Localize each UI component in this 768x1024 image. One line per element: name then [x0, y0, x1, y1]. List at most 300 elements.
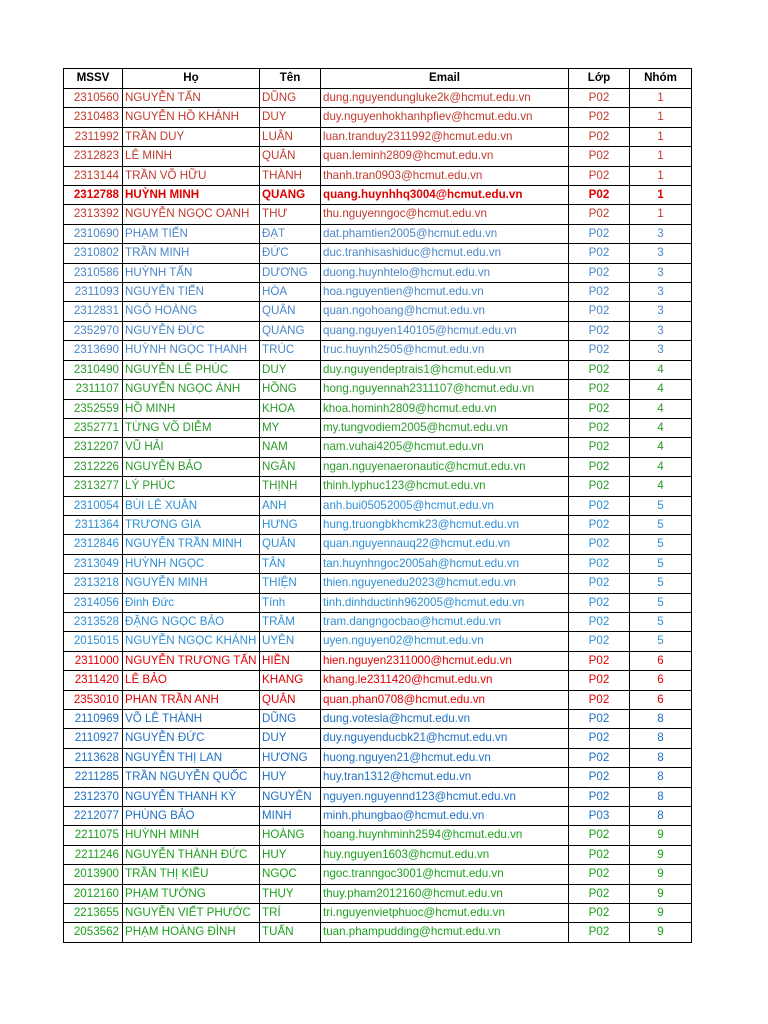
cell-lop[interactable]: P02 [569, 186, 630, 205]
cell-email[interactable]: dung.votesla@hcmut.edu.vn [321, 710, 569, 729]
cell-ho[interactable]: NGUYỄN LÊ PHÚC [123, 360, 260, 379]
cell-nhom[interactable]: 3 [630, 244, 692, 263]
cell-nhom[interactable]: 6 [630, 671, 692, 690]
cell-nhom[interactable]: 8 [630, 710, 692, 729]
cell-lop[interactable]: P02 [569, 244, 630, 263]
cell-ten[interactable]: THỤY [260, 884, 321, 903]
cell-nhom[interactable]: 4 [630, 399, 692, 418]
cell-email[interactable]: luan.tranduy2311992@hcmut.edu.vn [321, 127, 569, 146]
cell-ten[interactable]: QUANG [260, 186, 321, 205]
table-row [64, 632, 692, 651]
table-row [64, 690, 692, 709]
cell-nhom[interactable]: 9 [630, 865, 692, 884]
cell-ho[interactable]: BÙI LÊ XUÂN [123, 496, 260, 515]
cell-ten[interactable]: THIỆN [260, 574, 321, 593]
cell-ten[interactable]: TÂN [260, 554, 321, 573]
cell-ho[interactable]: NGUYỄN TIẾN [123, 283, 260, 302]
cell-nhom[interactable]: 4 [630, 418, 692, 437]
cell-ho[interactable]: NGUYỄN HỒ KHÁNH [123, 108, 260, 127]
cell-mssv[interactable]: 2311420 [64, 671, 123, 690]
cell-ho[interactable]: PHAN TRẦN ANH [123, 690, 260, 709]
cell-ten[interactable]: Tính [260, 593, 321, 612]
cell-ho[interactable]: TRẦN VÕ HỮU [123, 166, 260, 185]
table-body [64, 89, 692, 943]
cell-ten[interactable]: DŨNG [260, 710, 321, 729]
cell-ho[interactable]: NGUYỄN BẢO [123, 457, 260, 476]
cell-lop[interactable]: P02 [569, 904, 630, 923]
cell-ho[interactable]: LÝ PHÚC [123, 477, 260, 496]
cell-ten[interactable]: HỒNG [260, 380, 321, 399]
cell-ten[interactable]: HƯNG [260, 515, 321, 534]
cell-email[interactable]: duong.huynhtelo@hcmut.edu.vn [321, 263, 569, 282]
cell-mssv[interactable]: 2310054 [64, 496, 123, 515]
cell-email[interactable]: tri.nguyenvietphuoc@hcmut.edu.vn [321, 904, 569, 923]
cell-ten[interactable]: HOÀNG [260, 826, 321, 845]
cell-mssv[interactable]: 2213655 [64, 904, 123, 923]
cell-mssv[interactable]: 2015015 [64, 632, 123, 651]
cell-ho[interactable]: NGUYỄN TRẦN MINH [123, 535, 260, 554]
table-row [64, 768, 692, 787]
cell-email[interactable]: thinh.lyphuc123@hcmut.edu.vn [321, 477, 569, 496]
table-row [64, 884, 692, 903]
cell-mssv[interactable]: 2110969 [64, 710, 123, 729]
cell-nhom[interactable]: 8 [630, 768, 692, 787]
cell-ten[interactable]: HUY [260, 845, 321, 864]
table-row [64, 496, 692, 515]
header-ten[interactable]: Tên [260, 69, 321, 89]
cell-ten[interactable]: MINH [260, 807, 321, 826]
cell-ten[interactable]: NGÂN [260, 457, 321, 476]
header-mssv[interactable]: MSSV [64, 69, 123, 89]
cell-lop[interactable]: P02 [569, 884, 630, 903]
cell-nhom[interactable]: 5 [630, 632, 692, 651]
cell-nhom[interactable]: 4 [630, 360, 692, 379]
table-row [64, 438, 692, 457]
table-row [64, 360, 692, 379]
cell-ten[interactable]: ĐẠT [260, 224, 321, 243]
cell-mssv[interactable]: 2110927 [64, 729, 123, 748]
cell-lop[interactable]: P02 [569, 380, 630, 399]
cell-mssv[interactable]: 2312823 [64, 147, 123, 166]
cell-ten[interactable]: QUÂN [260, 535, 321, 554]
cell-ten[interactable]: DƯƠNG [260, 263, 321, 282]
cell-ho[interactable]: HUỲNH MINH [123, 826, 260, 845]
cell-lop[interactable]: P02 [569, 496, 630, 515]
student-table [63, 68, 692, 943]
cell-email[interactable]: duy.nguyenhokhanhpfiev@hcmut.edu.vn [321, 108, 569, 127]
cell-lop[interactable]: P02 [569, 710, 630, 729]
cell-mssv[interactable]: 2311364 [64, 515, 123, 534]
cell-mssv[interactable]: 2313528 [64, 612, 123, 631]
table-row [64, 748, 692, 767]
cell-nhom[interactable]: 3 [630, 263, 692, 282]
cell-nhom[interactable]: 3 [630, 224, 692, 243]
cell-email[interactable]: tan.huynhngoc2005ah@hcmut.edu.vn [321, 554, 569, 573]
cell-email[interactable]: my.tungvodiem2005@hcmut.edu.vn [321, 418, 569, 437]
cell-lop[interactable]: P02 [569, 826, 630, 845]
cell-mssv[interactable]: 2211246 [64, 845, 123, 864]
cell-ten[interactable]: TRÍ [260, 904, 321, 923]
cell-lop[interactable]: P02 [569, 729, 630, 748]
cell-nhom[interactable]: 1 [630, 205, 692, 224]
cell-ten[interactable]: NGỌC [260, 865, 321, 884]
table-row [64, 418, 692, 437]
cell-ten[interactable]: QUANG [260, 321, 321, 340]
cell-email[interactable]: quan.nguyennauq22@hcmut.edu.vn [321, 535, 569, 554]
cell-mssv[interactable]: 2310802 [64, 244, 123, 263]
cell-mssv[interactable]: 2313277 [64, 477, 123, 496]
cell-nhom[interactable]: 8 [630, 807, 692, 826]
cell-mssv[interactable]: 2312831 [64, 302, 123, 321]
cell-email[interactable]: tuan.phampudding@hcmut.edu.vn [321, 923, 569, 942]
cell-ten[interactable]: KHOA [260, 399, 321, 418]
cell-ten[interactable]: HƯƠNG [260, 748, 321, 767]
cell-lop[interactable]: P02 [569, 535, 630, 554]
cell-email[interactable]: hoa.nguyentien@hcmut.edu.vn [321, 283, 569, 302]
cell-nhom[interactable]: 1 [630, 108, 692, 127]
cell-nhom[interactable]: 5 [630, 612, 692, 631]
cell-ho[interactable]: NGUYỄN NGỌC ÁNH [123, 380, 260, 399]
cell-mssv[interactable]: 2312788 [64, 186, 123, 205]
cell-ho[interactable]: HUỲNH NGỌC [123, 554, 260, 573]
cell-ten[interactable]: HIỀN [260, 651, 321, 670]
cell-ho[interactable]: NGUYỄN ĐỨC [123, 729, 260, 748]
cell-email[interactable]: tram.dangngocbao@hcmut.edu.vn [321, 612, 569, 631]
cell-lop[interactable]: P02 [569, 166, 630, 185]
cell-ten[interactable]: DŨNG [260, 89, 321, 108]
cell-lop[interactable]: P02 [569, 89, 630, 108]
cell-email[interactable]: quang.nguyen140105@hcmut.edu.vn [321, 321, 569, 340]
cell-ten[interactable]: DUY [260, 108, 321, 127]
table-row [64, 224, 692, 243]
cell-lop[interactable]: P02 [569, 321, 630, 340]
cell-mssv[interactable]: 2313144 [64, 166, 123, 185]
cell-mssv[interactable]: 2313049 [64, 554, 123, 573]
cell-nhom[interactable]: 1 [630, 89, 692, 108]
cell-lop[interactable]: P02 [569, 612, 630, 631]
cell-lop[interactable]: P02 [569, 515, 630, 534]
cell-nhom[interactable]: 1 [630, 147, 692, 166]
cell-email[interactable]: duc.tranhisashiduc@hcmut.edu.vn [321, 244, 569, 263]
cell-ho[interactable]: LÊ BẢO [123, 671, 260, 690]
cell-ten[interactable]: QUÂN [260, 302, 321, 321]
table-row [64, 186, 692, 205]
cell-email[interactable]: truc.huynh2505@hcmut.edu.vn [321, 341, 569, 360]
cell-nhom[interactable]: 8 [630, 748, 692, 767]
cell-nhom[interactable]: 1 [630, 186, 692, 205]
cell-email[interactable]: huy.tran1312@hcmut.edu.vn [321, 768, 569, 787]
cell-nhom[interactable]: 5 [630, 554, 692, 573]
cell-ho[interactable]: NGUYỄN VIẾT PHƯỚC [123, 904, 260, 923]
cell-lop[interactable]: P02 [569, 360, 630, 379]
cell-nhom[interactable]: 9 [630, 904, 692, 923]
cell-ten[interactable]: ANH [260, 496, 321, 515]
cell-ho[interactable]: TỪNG VÕ DIỄM [123, 418, 260, 437]
header-row [64, 69, 692, 89]
cell-ho[interactable]: NGUYỄN TRƯƠNG TẤN [123, 651, 260, 670]
cell-ho[interactable]: TRẦN THỊ KIỀU [123, 865, 260, 884]
cell-lop[interactable]: P02 [569, 865, 630, 884]
cell-email[interactable]: quan.phan0708@hcmut.edu.vn [321, 690, 569, 709]
cell-lop[interactable]: P02 [569, 651, 630, 670]
cell-email[interactable]: nguyen.nguyennd123@hcmut.edu.vn [321, 787, 569, 806]
cell-lop[interactable]: P02 [569, 147, 630, 166]
cell-mssv[interactable]: 2311000 [64, 651, 123, 670]
cell-mssv[interactable]: 2312226 [64, 457, 123, 476]
cell-lop[interactable]: P02 [569, 748, 630, 767]
table-row [64, 574, 692, 593]
cell-email[interactable]: ngoc.tranngoc3001@hcmut.edu.vn [321, 865, 569, 884]
cell-lop[interactable]: P02 [569, 477, 630, 496]
cell-ten[interactable]: HÒA [260, 283, 321, 302]
table-row [64, 535, 692, 554]
cell-ten[interactable]: THỊNH [260, 477, 321, 496]
cell-mssv[interactable]: 2311093 [64, 283, 123, 302]
cell-email[interactable]: dat.phamtien2005@hcmut.edu.vn [321, 224, 569, 243]
cell-ten[interactable]: TRÂM [260, 612, 321, 631]
cell-email[interactable]: thuy.pham2012160@hcmut.edu.vn [321, 884, 569, 903]
cell-nhom[interactable]: 5 [630, 574, 692, 593]
cell-lop[interactable]: P02 [569, 302, 630, 321]
cell-email[interactable]: hien.nguyen2311000@hcmut.edu.vn [321, 651, 569, 670]
cell-mssv[interactable]: 2310690 [64, 224, 123, 243]
cell-ho[interactable]: NGUYỄN NGỌC KHÁNH [123, 632, 260, 651]
cell-nhom[interactable]: 5 [630, 496, 692, 515]
cell-nhom[interactable]: 5 [630, 515, 692, 534]
cell-nhom[interactable]: 8 [630, 787, 692, 806]
table-row [64, 302, 692, 321]
cell-mssv[interactable]: 2012160 [64, 884, 123, 903]
cell-lop[interactable]: P02 [569, 554, 630, 573]
cell-mssv[interactable]: 2013900 [64, 865, 123, 884]
cell-ten[interactable]: DUY [260, 360, 321, 379]
cell-mssv[interactable]: 2312846 [64, 535, 123, 554]
cell-email[interactable]: hoang.huynhminh2594@hcmut.edu.vn [321, 826, 569, 845]
cell-mssv[interactable]: 2310483 [64, 108, 123, 127]
cell-lop[interactable]: P02 [569, 399, 630, 418]
cell-mssv[interactable]: 2113628 [64, 748, 123, 767]
cell-nhom[interactable]: 8 [630, 729, 692, 748]
cell-ho[interactable]: NGUYỄN THANH KỲ [123, 787, 260, 806]
cell-email[interactable]: nam.vuhai4205@hcmut.edu.vn [321, 438, 569, 457]
cell-nhom[interactable]: 3 [630, 283, 692, 302]
cell-lop[interactable]: P02 [569, 923, 630, 942]
cell-ho[interactable]: Đinh Đức [123, 593, 260, 612]
cell-ten[interactable]: QUÂN [260, 147, 321, 166]
table-row [64, 283, 692, 302]
cell-ho[interactable]: LÊ MINH [123, 147, 260, 166]
cell-ho[interactable]: NGUYỄN THÀNH ĐỨC [123, 845, 260, 864]
table-row [64, 399, 692, 418]
cell-ho[interactable]: TRẦN MINH [123, 244, 260, 263]
cell-mssv[interactable]: 2212077 [64, 807, 123, 826]
cell-email[interactable]: duy.nguyenducbk21@hcmut.edu.vn [321, 729, 569, 748]
cell-ten[interactable]: HUY [260, 768, 321, 787]
table-row [64, 205, 692, 224]
cell-nhom[interactable]: 9 [630, 845, 692, 864]
cell-ten[interactable]: KHANG [260, 671, 321, 690]
cell-ho[interactable]: NGUYỄN THỊ LAN [123, 748, 260, 767]
cell-mssv[interactable]: 2211285 [64, 768, 123, 787]
cell-nhom[interactable]: 9 [630, 923, 692, 942]
cell-ho[interactable]: NGUYỄN NGỌC OANH [123, 205, 260, 224]
cell-email[interactable]: quan.ngohoang@hcmut.edu.vn [321, 302, 569, 321]
cell-email[interactable]: quan.leminh2809@hcmut.edu.vn [321, 147, 569, 166]
cell-email[interactable]: hong.nguyennah2311107@hcmut.edu.vn [321, 380, 569, 399]
cell-ho[interactable]: HUỲNH TẤN [123, 263, 260, 282]
cell-ho[interactable]: TRẦN NGUYỄN QUỐC [123, 768, 260, 787]
cell-ten[interactable]: THÀNH [260, 166, 321, 185]
cell-nhom[interactable]: 5 [630, 535, 692, 554]
cell-email[interactable]: duy.nguyendeptrais1@hcmut.edu.vn [321, 360, 569, 379]
cell-mssv[interactable]: 2311107 [64, 380, 123, 399]
cell-mssv[interactable]: 2352970 [64, 321, 123, 340]
cell-mssv[interactable]: 2310560 [64, 89, 123, 108]
cell-mssv[interactable]: 2311992 [64, 127, 123, 146]
cell-ten[interactable]: NAM [260, 438, 321, 457]
cell-lop[interactable]: P02 [569, 224, 630, 243]
cell-ho[interactable]: NGUYỄN ĐỨC [123, 321, 260, 340]
cell-ho[interactable]: ĐẶNG NGỌC BẢO [123, 612, 260, 631]
cell-email[interactable]: dung.nguyendungluke2k@hcmut.edu.vn [321, 89, 569, 108]
cell-mssv[interactable]: 2313690 [64, 341, 123, 360]
cell-nhom[interactable]: 4 [630, 477, 692, 496]
table-row [64, 380, 692, 399]
cell-lop[interactable]: P02 [569, 418, 630, 437]
cell-ho[interactable]: PHẠM TIẾN [123, 224, 260, 243]
cell-lop[interactable]: P02 [569, 787, 630, 806]
cell-ten[interactable]: LUÂN [260, 127, 321, 146]
cell-email[interactable]: hung.truongbkhcmk23@hcmut.edu.vn [321, 515, 569, 534]
header-nhom[interactable]: Nhóm [630, 69, 692, 89]
cell-nhom[interactable]: 3 [630, 302, 692, 321]
cell-ten[interactable]: QUÂN [260, 690, 321, 709]
cell-lop[interactable]: P02 [569, 263, 630, 282]
cell-ten[interactable]: ĐỨC [260, 244, 321, 263]
cell-mssv[interactable]: 2313392 [64, 205, 123, 224]
cell-nhom[interactable]: 3 [630, 321, 692, 340]
cell-nhom[interactable]: 1 [630, 166, 692, 185]
table-row [64, 263, 692, 282]
cell-mssv[interactable]: 2312207 [64, 438, 123, 457]
cell-ho[interactable]: HỒ MINH [123, 399, 260, 418]
cell-lop[interactable]: P02 [569, 768, 630, 787]
cell-ho[interactable]: TRƯƠNG GIA [123, 515, 260, 534]
cell-nhom[interactable]: 4 [630, 438, 692, 457]
cell-lop[interactable]: P02 [569, 205, 630, 224]
cell-email[interactable]: huong.nguyen21@hcmut.edu.vn [321, 748, 569, 767]
cell-nhom[interactable]: 3 [630, 341, 692, 360]
cell-lop[interactable]: P02 [569, 457, 630, 476]
table-row [64, 865, 692, 884]
cell-ho[interactable]: NGÔ HOÀNG [123, 302, 260, 321]
cell-email[interactable]: khang.le2311420@hcmut.edu.vn [321, 671, 569, 690]
cell-lop[interactable]: P02 [569, 341, 630, 360]
cell-mssv[interactable]: 2353010 [64, 690, 123, 709]
cell-lop[interactable]: P02 [569, 845, 630, 864]
cell-mssv[interactable]: 2352559 [64, 399, 123, 418]
cell-mssv[interactable]: 2053562 [64, 923, 123, 942]
table-row [64, 593, 692, 612]
cell-ten[interactable]: DUY [260, 729, 321, 748]
cell-email[interactable]: khoa.hominh2809@hcmut.edu.vn [321, 399, 569, 418]
cell-email[interactable]: quang.huynhhq3004@hcmut.edu.vn [321, 186, 569, 205]
cell-ten[interactable]: TUẤN [260, 923, 321, 942]
cell-ten[interactable]: UYÊN [260, 632, 321, 651]
cell-email[interactable]: huy.nguyen1603@hcmut.edu.vn [321, 845, 569, 864]
cell-lop[interactable]: P02 [569, 574, 630, 593]
cell-nhom[interactable]: 1 [630, 127, 692, 146]
cell-lop[interactable]: P03 [569, 807, 630, 826]
cell-email[interactable]: uyen.nguyen02@hcmut.edu.vn [321, 632, 569, 651]
cell-ho[interactable]: HUỲNH MINH [123, 186, 260, 205]
cell-ho[interactable]: PHÙNG BẢO [123, 807, 260, 826]
cell-ho[interactable]: TRẦN DUY [123, 127, 260, 146]
cell-mssv[interactable]: 2310490 [64, 360, 123, 379]
cell-nhom[interactable]: 4 [630, 457, 692, 476]
table-row [64, 710, 692, 729]
cell-ho[interactable]: NGUYỄN MINH [123, 574, 260, 593]
cell-ho[interactable]: PHẠM HOÀNG ĐÌNH [123, 923, 260, 942]
cell-ten[interactable]: TRÚC [260, 341, 321, 360]
cell-nhom[interactable]: 6 [630, 651, 692, 670]
cell-ho[interactable]: VŨ HẢI [123, 438, 260, 457]
header-ho[interactable]: Họ [123, 69, 260, 89]
table-row [64, 457, 692, 476]
cell-nhom[interactable]: 4 [630, 380, 692, 399]
cell-email[interactable]: thu.nguyenngoc@hcmut.edu.vn [321, 205, 569, 224]
cell-lop[interactable]: P02 [569, 108, 630, 127]
table-row [64, 89, 692, 108]
cell-ten[interactable]: THƯ [260, 205, 321, 224]
cell-mssv[interactable]: 2211075 [64, 826, 123, 845]
cell-lop[interactable]: P02 [569, 593, 630, 612]
cell-nhom[interactable]: 5 [630, 593, 692, 612]
cell-mssv[interactable]: 2352771 [64, 418, 123, 437]
cell-lop[interactable]: P02 [569, 438, 630, 457]
table-row [64, 108, 692, 127]
cell-email[interactable]: tinh.dinhductinh962005@hcmut.edu.vn [321, 593, 569, 612]
cell-email[interactable]: anh.bui05052005@hcmut.edu.vn [321, 496, 569, 515]
cell-lop[interactable]: P02 [569, 671, 630, 690]
cell-lop[interactable]: P02 [569, 632, 630, 651]
cell-mssv[interactable]: 2312370 [64, 787, 123, 806]
cell-lop[interactable]: P02 [569, 690, 630, 709]
cell-ten[interactable]: NGUYÊN [260, 787, 321, 806]
cell-ho[interactable]: VÕ LÊ THÀNH [123, 710, 260, 729]
cell-mssv[interactable]: 2314056 [64, 593, 123, 612]
header-lop[interactable]: Lớp [569, 69, 630, 89]
cell-email[interactable]: thien.nguyenedu2023@hcmut.edu.vn [321, 574, 569, 593]
table-row [64, 826, 692, 845]
cell-email[interactable]: ngan.nguyenaeronautic@hcmut.edu.vn [321, 457, 569, 476]
cell-mssv[interactable]: 2310586 [64, 263, 123, 282]
cell-nhom[interactable]: 6 [630, 690, 692, 709]
cell-lop[interactable]: P02 [569, 283, 630, 302]
header-email[interactable]: Email [321, 69, 569, 89]
cell-lop[interactable]: P02 [569, 127, 630, 146]
cell-mssv[interactable]: 2313218 [64, 574, 123, 593]
table-row [64, 341, 692, 360]
cell-email[interactable]: minh.phungbao@hcmut.edu.vn [321, 807, 569, 826]
cell-ten[interactable]: MY [260, 418, 321, 437]
cell-ho[interactable]: PHẠM TƯỜNG [123, 884, 260, 903]
cell-nhom[interactable]: 9 [630, 884, 692, 903]
cell-ho[interactable]: HUỲNH NGỌC THANH [123, 341, 260, 360]
cell-ho[interactable]: NGUYỄN TẤN [123, 89, 260, 108]
cell-email[interactable]: thanh.tran0903@hcmut.edu.vn [321, 166, 569, 185]
cell-nhom[interactable]: 9 [630, 826, 692, 845]
